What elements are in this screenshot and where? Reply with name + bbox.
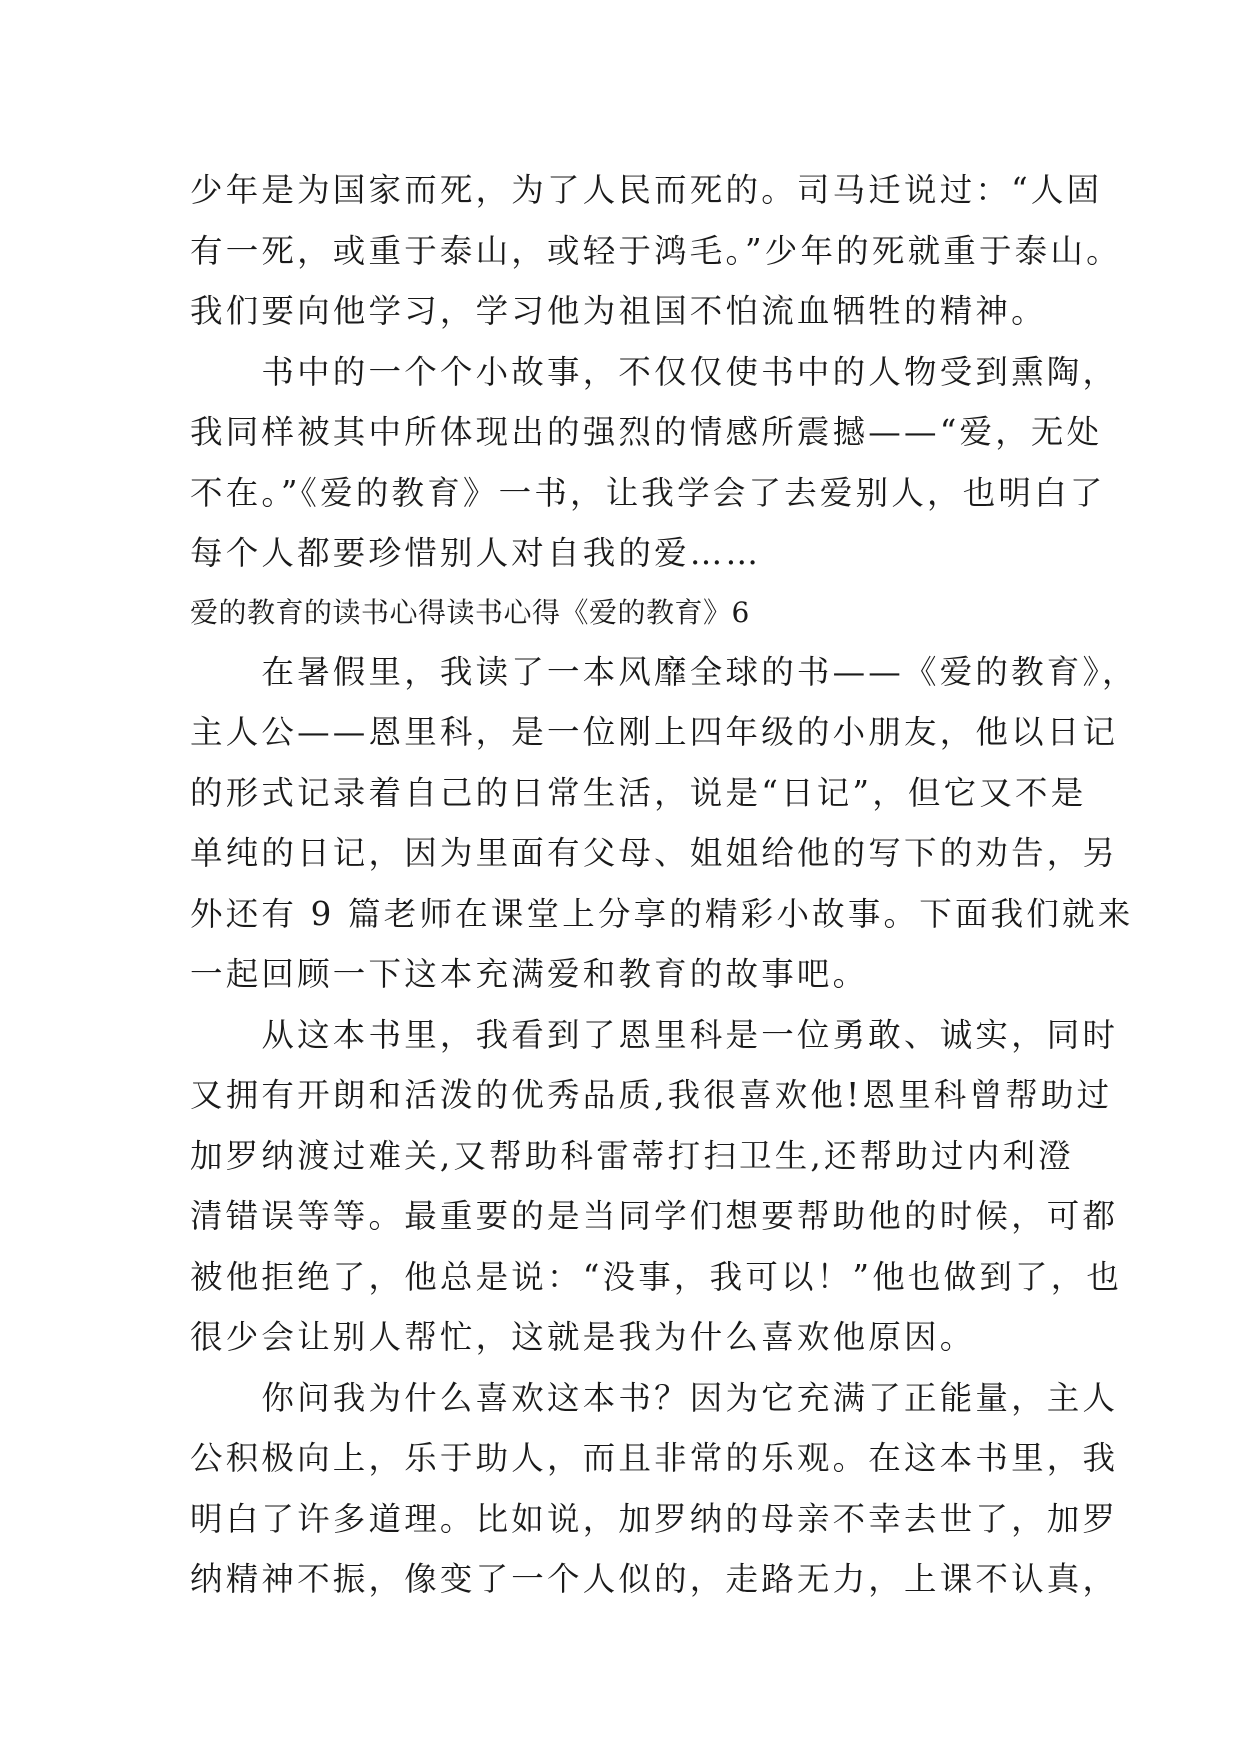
paragraph xyxy=(190,160,1122,342)
text-line: 我们要向他学习，学习他为祖国不怕流血牺牲的精神。 xyxy=(190,292,1047,330)
text-line: 很少会让别人帮忙，这就是我为什么喜欢他原因。 xyxy=(190,1318,976,1356)
text-line: 书中的一个个小故事，不仅仅使书中的人物受到熏陶， xyxy=(190,352,1119,391)
section-heading: 爱的教育的读书心得读书心得《爱的教育》6 xyxy=(190,595,750,629)
text-line: 每个人都要珍惜别人对自我的爱…… xyxy=(190,534,762,572)
text-line: 外还有 9 篇老师在课堂上分享的精彩小故事。下面我们就来 xyxy=(190,894,1134,933)
text-line: 加罗纳渡过难关,又帮助科雷蒂打扫卫生,还帮助过内利澄 xyxy=(190,1136,1074,1175)
text-line: 一起回顾一下这本充满爱和教育的故事吧。 xyxy=(190,955,869,993)
text-line: 的形式记录着自己的日常生活，说是“日记”，但它又不是 xyxy=(190,773,1087,812)
paragraph xyxy=(190,642,1138,1005)
text-line: 纳精神不振，像变了一个人似的，走路无力，上课不认真， xyxy=(190,1560,1119,1598)
text-line: 你问我为什么喜欢这本书？因为它充满了正能量，主人 xyxy=(190,1378,1119,1417)
text-line: 少年是为国家而死，为了人民而死的。司马迁说过：“人固 xyxy=(190,171,1103,209)
text-line: 有一死，或重于泰山，或轻于鸿毛。”少年的死就重于泰山。 xyxy=(190,231,1122,270)
text-line: 在暑假里，我读了一本风靡全球的书——《爱的教育》， xyxy=(190,652,1138,691)
document-body xyxy=(190,160,1138,1610)
text-line: 单纯的日记，因为里面有父母、姐姐给他的写下的劝告，另 xyxy=(190,834,1119,872)
paragraph xyxy=(190,342,1119,584)
paragraph xyxy=(190,1368,1119,1610)
text-line: 我同样被其中所体现出的强烈的情感所震撼——“爱，无处 xyxy=(190,413,1103,451)
text-line: 明白了许多道理。比如说，加罗纳的母亲不幸去世了，加罗 xyxy=(190,1499,1119,1538)
text-line: 从这本书里，我看到了恩里科是一位勇敢、诚实，同时 xyxy=(190,1015,1119,1054)
paragraph xyxy=(190,1005,1123,1368)
text-line: 被他拒绝了，他总是说：“没事，我可以！”他也做到了，也 xyxy=(190,1257,1123,1296)
text-line: 主人公——恩里科，是一位刚上四年级的小朋友，他以日记 xyxy=(190,713,1119,751)
text-line: 清错误等等。最重要的是当同学们想要帮助他的时候，可都 xyxy=(190,1197,1119,1235)
text-line: 又拥有开朗和活泼的优秀品质,我很喜欢他!恩里科曾帮助过 xyxy=(190,1076,1113,1114)
text-line: 公积极向上，乐于助人，而且非常的乐观。在这本书里，我 xyxy=(190,1439,1119,1477)
text-line: 不在。”《爱的教育》一书，让我学会了去爱别人，也明白了 xyxy=(190,473,1106,512)
